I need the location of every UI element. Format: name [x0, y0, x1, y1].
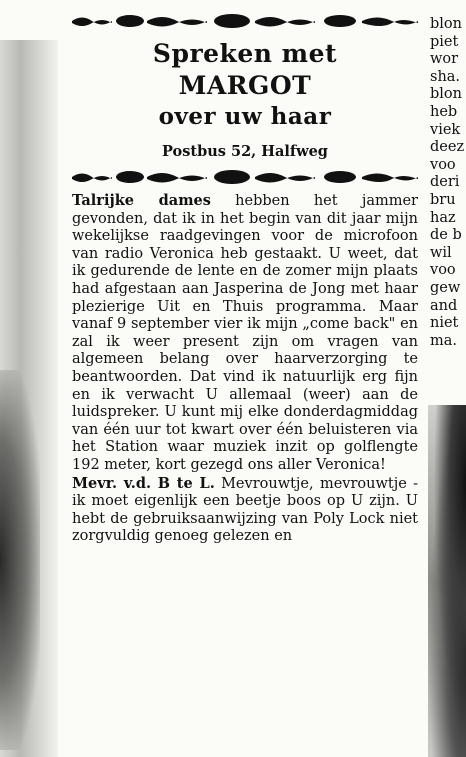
right-fragment: voo [430, 262, 456, 279]
right-fragment: niet [430, 315, 459, 332]
title-line-3: over uw haar [158, 103, 332, 130]
right-fragment: haz [430, 209, 456, 226]
title-line-2: MARGOT [178, 71, 312, 100]
right-fragment: wil [430, 244, 452, 261]
middle-ornament-border [72, 168, 418, 186]
top-ornament-border [72, 12, 418, 30]
title-line-1: Spreken met [152, 39, 338, 68]
paragraph-2-text: Mevrouwtje, mevrouwtje - ik moet eigenlijk een beetje boos op U zijn. U hebt de gebruiksaanwijzing van Poly Lock niet zorgvuldig genoeg gelezen en [72, 475, 419, 545]
right-fragment: deez [430, 139, 465, 156]
paragraph-1 [72, 192, 418, 475]
right-fragment: deri [430, 174, 460, 191]
right-fragment: blon [430, 16, 462, 32]
right-fragment: blon [430, 86, 462, 103]
right-fragment: and [430, 297, 458, 314]
right-fragment: de b [430, 227, 462, 244]
postal-address: Postbus 52, Halfweg [162, 143, 328, 160]
right-fragment: wor [430, 51, 459, 68]
paragraph-2-lead: Mevr. v.d. B te L. [72, 474, 215, 492]
right-column-fragments [430, 16, 466, 350]
right-fragment: heb [430, 103, 458, 120]
paragraph-2 [72, 475, 418, 546]
right-fragment: bru [430, 191, 456, 208]
right-fragment: ma. [430, 332, 458, 349]
left-photo [0, 40, 58, 757]
paragraph-1-text: hebben het jammer gevonden, dat ik in het begin van dit jaar mijn wekelijkse raadgevingen voor de microfoon van radio Veronica heb gestaakt. U weet, dat ik gedurende de lente en de zomer mijn plaats had afgestaan aan Jasperina de Jong met haar plezierige Uit en Thuis programma. Maar vanaf 9 september vier ik mijn „come back" en zal ik weer present zijn om vragen van algemeen belang over haarverzorging te beantwoorden. Dat vind ik natuurlijk erg fijn en ik verwacht U allemaal (weer) aan de luidspreker. U kunt mij elke donderdagmiddag van één uur tot kwart over één beluisteren via het Station waar muziek inzit op golflengte 192 meter, kort gezegd ons aller Veronica! [72, 193, 418, 473]
right-photo-hair [428, 405, 466, 757]
right-fragment: voo [430, 156, 456, 173]
right-photo [428, 405, 466, 757]
right-fragment: piet [430, 33, 459, 50]
article-body [72, 192, 418, 546]
paragraph-1-lead: Talrijke dames [72, 192, 211, 209]
article-column [72, 12, 418, 546]
right-fragment: viek [430, 121, 461, 138]
left-photo-shadow [0, 370, 40, 750]
right-fragment: sha. [430, 68, 461, 85]
right-fragment: gew [430, 279, 461, 296]
